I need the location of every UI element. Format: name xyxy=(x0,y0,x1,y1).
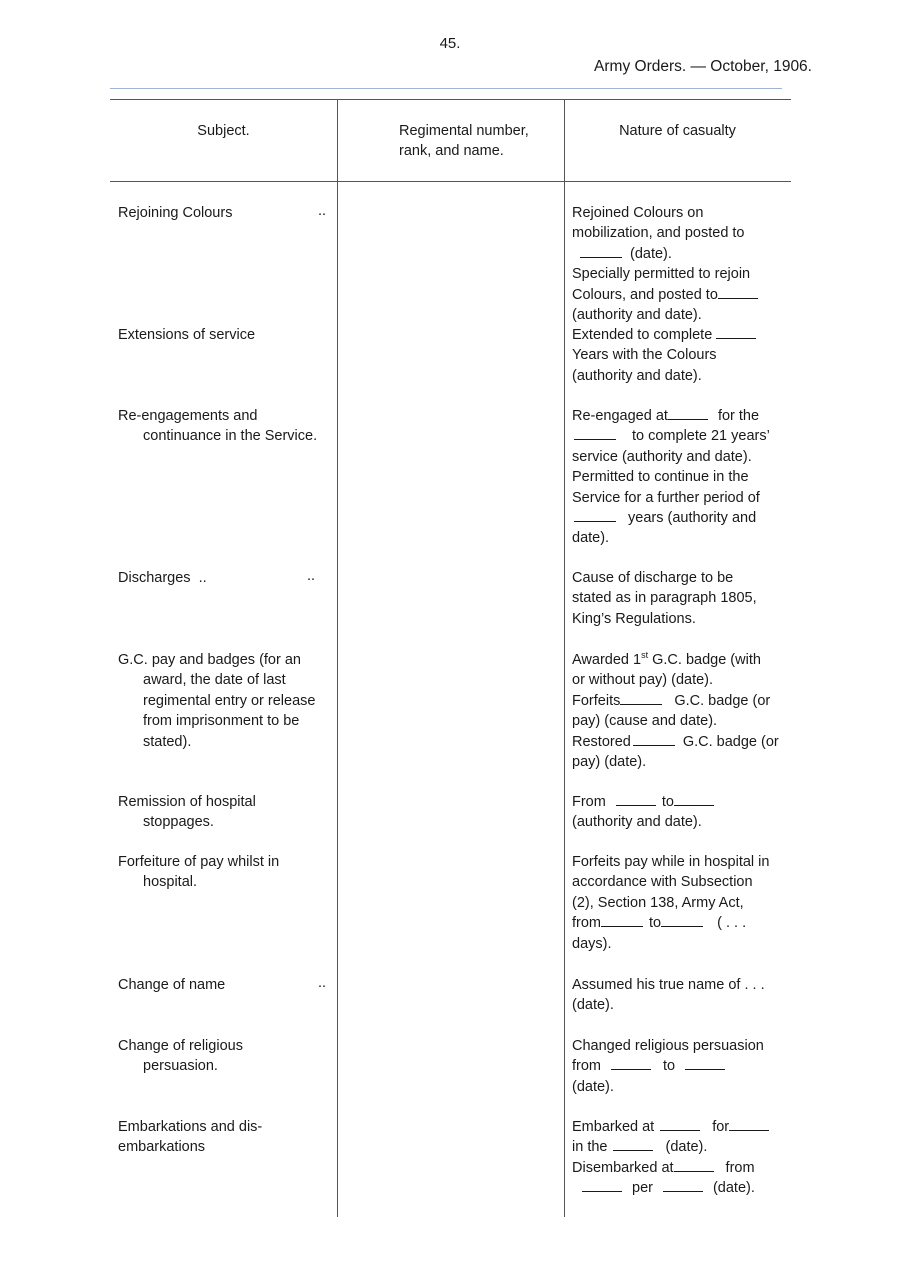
subject-forfeiture-of-pay: Forfeiture of pay whilst in hospital. xyxy=(118,854,280,891)
nature-gc-pay-and-badges: Awarded 1st G.C. badge (with or without pay) (date). Forfeits G.C. badge (or pay) (cause and date). Restored G.C. badge (or pay) (date). xyxy=(572,650,779,771)
subject-change-of-name: Change of name xyxy=(118,977,226,993)
subject-remission-of-hospital-stoppages: Remission of hospital stoppages. xyxy=(118,794,256,831)
nature-forfeiture-of-pay: Forfeits pay while in hospital in accordance with Subsection (2), Section 138, Army Act, from to ( . . . days). xyxy=(572,854,770,952)
subject-gc-pay-and-badges: G.C. pay and badges (for an award, the date of last regimental entry or release from imprisonment to be stated). xyxy=(118,652,316,750)
nature-discharges: Cause of discharge to be stated as in paragraph 1805, King’s Regulations. xyxy=(572,570,757,627)
leader-dots: .. xyxy=(318,975,327,991)
subject-rejoining-colours: Rejoining Colours xyxy=(118,205,233,221)
table-top-rule xyxy=(110,99,791,100)
subject-discharges: Discharges .. xyxy=(118,570,207,586)
column-divider-1 xyxy=(337,99,338,1217)
subject-extensions-of-service: Extensions of service xyxy=(118,327,256,343)
column-heading-regimental: Regimental number, rank, and name. xyxy=(399,123,529,159)
running-header: Army Orders. — October, 1906. xyxy=(594,58,812,75)
nature-change-of-religious-persuasion: Changed religious persuasion from to (date). xyxy=(572,1038,764,1095)
nature-re-engagements: Re-engaged at for the to complete 21 years’ service (authority and date). Permitted to continue in the Service for a further period of years (authority and date). xyxy=(572,408,770,547)
subject-change-of-religious-persuasion: Change of religious persuasion. xyxy=(118,1038,243,1075)
column-heading-nature: Nature of casualty xyxy=(619,123,736,139)
header-rule xyxy=(110,88,782,89)
leader-dots: .. xyxy=(318,203,327,219)
page-number: 45. xyxy=(439,35,461,52)
table-header-rule xyxy=(110,181,791,182)
nature-rejoining-colours: Rejoined Colours on mobilization, and posted to (date). Specially permitted to rejoin Colours, and posted to (authority and date). xyxy=(572,203,787,325)
nature-embarkations: Embarked at for in the (date). Disembarked at from per (date). xyxy=(572,1117,787,1199)
subject-re-engagements: Re-engagements and continuance in the Service. xyxy=(118,408,318,445)
nature-change-of-name: Assumed his true name of . . . (date). xyxy=(572,977,765,1014)
column-heading-subject: Subject. xyxy=(197,123,250,139)
subject-embarkations: Embarkations and dis- embarkations xyxy=(118,1119,263,1156)
nature-extensions-of-service: Extended to complete Years with the Colours (authority and date). xyxy=(572,325,787,386)
leader-dots: .. xyxy=(307,568,316,584)
nature-remission-of-hospital-stoppages: From to (authority and date). xyxy=(572,792,787,833)
column-divider-2 xyxy=(564,99,565,1217)
